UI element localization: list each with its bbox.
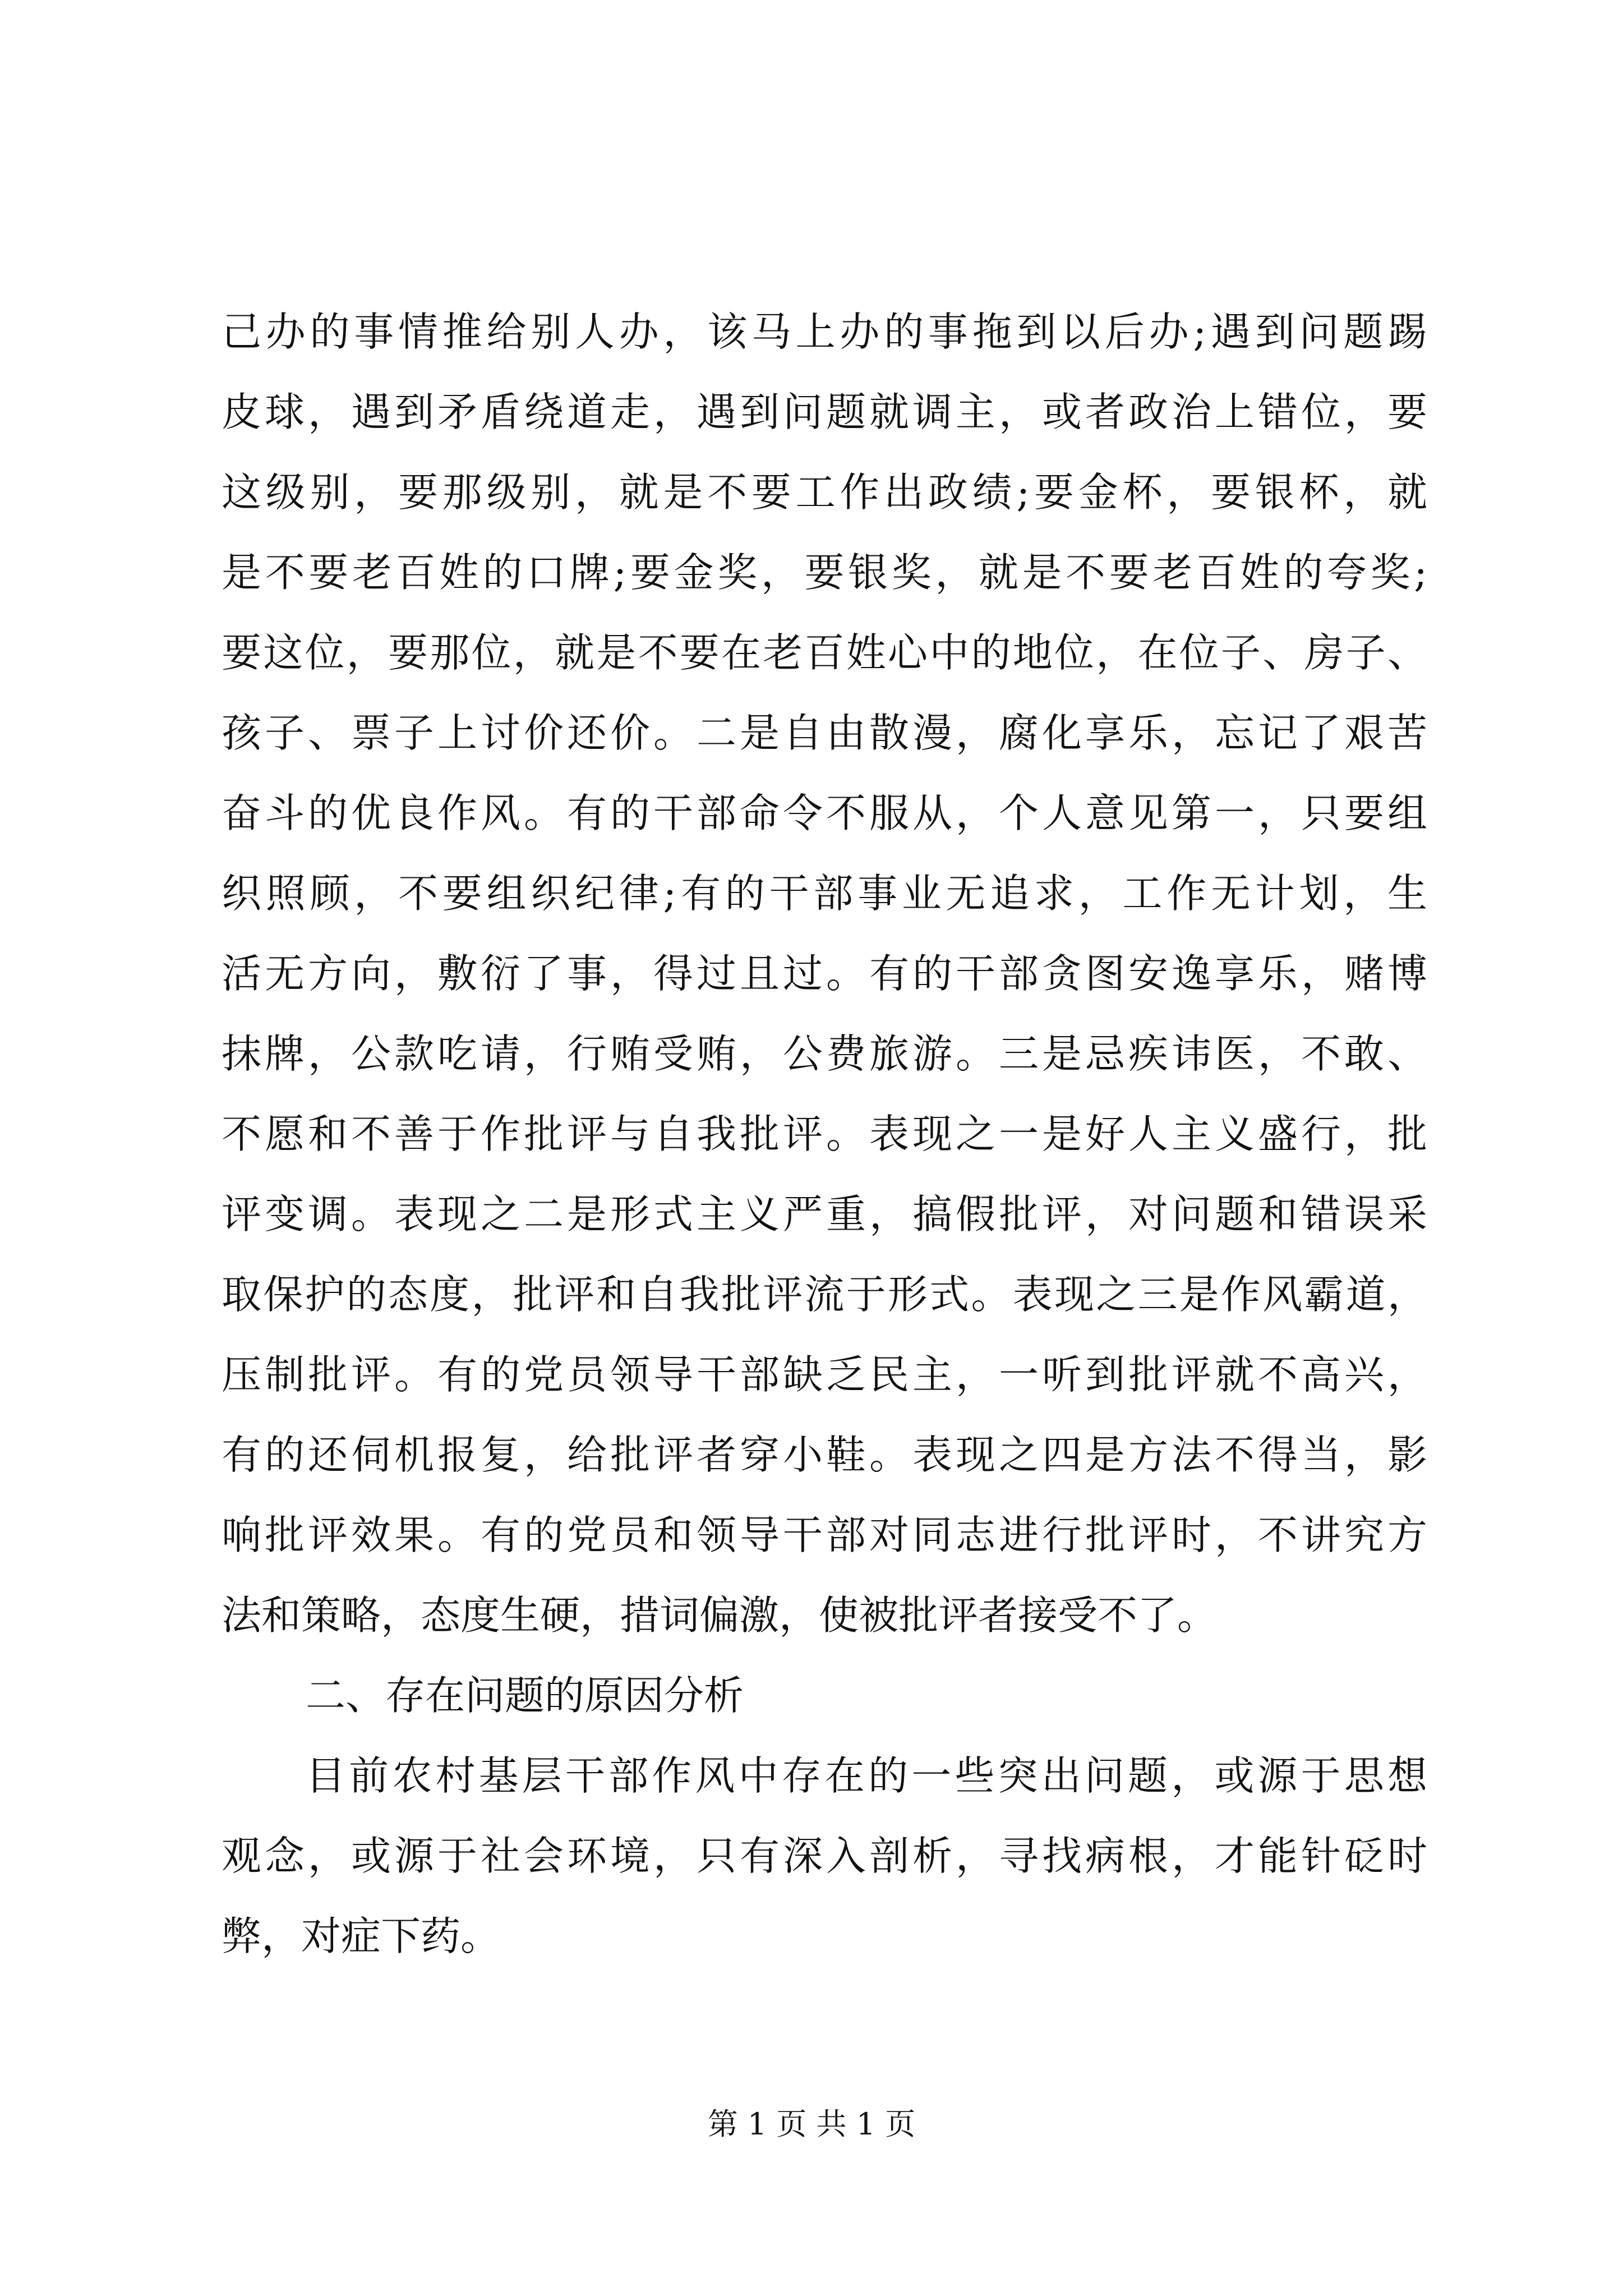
text-line: 抹牌，公款吃请，行贿受贿，公费旅游。三是忌疾讳医，不敢、 <box>222 1030 1427 1077</box>
paragraph-line: 观念，或源于社会环境，只有深入剖析，寻找病根，才能针砭时 <box>222 1833 1427 1879</box>
text-line: 孩子、票子上讨价还价。二是自由散漫，腐化享乐，忘记了艰苦 <box>222 710 1427 756</box>
section-heading: 二、存在问题的原因分析 <box>306 1672 744 1719</box>
text-line: 响批评效果。有的党员和领导干部对同志进行批评时，不讲究方 <box>222 1512 1427 1558</box>
paragraph-line: 目前农村基层干部作风中存在的一些突出问题，或源于思想 <box>306 1752 1427 1799</box>
document-body <box>222 292 1427 1976</box>
text-line: 压制批评。有的党员领导干部缺乏民主，一听到批评就不高兴， <box>222 1351 1427 1398</box>
text-line: 织照顾，不要组织纪律;有的干部事业无追求，工作无计划，生 <box>222 870 1427 917</box>
paragraph-line: 弊，对症下药。 <box>222 1913 501 1959</box>
text-line: 己办的事情推给别人办，该马上办的事拖到以后办;遇到问题踢 <box>222 309 1427 355</box>
text-line: 是不要老百姓的口牌;要金奖，要银奖，就是不要老百姓的夸奖; <box>222 549 1427 596</box>
text-line: 取保护的态度，批评和自我批评流于形式。表现之三是作风霸道， <box>222 1271 1427 1318</box>
text-line: 不愿和不善于作批评与自我批评。表现之一是好人主义盛行，批 <box>222 1111 1427 1157</box>
text-line: 这级别，要那级别，就是不要工作出政绩;要金杯，要银杯，就 <box>222 469 1427 516</box>
text-line: 奋斗的优良作风。有的干部命令不服从，个人意见第一，只要组 <box>222 790 1427 836</box>
text-line: 皮球，遇到矛盾绕道走，遇到问题就调主，或者政治上错位，要 <box>222 389 1427 435</box>
text-line: 要这位，要那位，就是不要在老百姓心中的地位，在位子、房子、 <box>222 629 1427 676</box>
text-line: 有的还伺机报复，给批评者穿小鞋。表现之四是方法不得当，影 <box>222 1432 1427 1478</box>
text-line: 活无方向，敷衍了事，得过且过。有的干部贪图安逸享乐，赌博 <box>222 950 1427 997</box>
page-number-footer: 第 1 页 共 1 页 <box>707 2106 916 2142</box>
text-line: 评变调。表现之二是形式主义严重，搞假批评，对问题和错误采 <box>222 1191 1427 1237</box>
text-line: 法和策略，态度生硬，措词偏激，使被批评者接受不了。 <box>222 1592 1218 1639</box>
